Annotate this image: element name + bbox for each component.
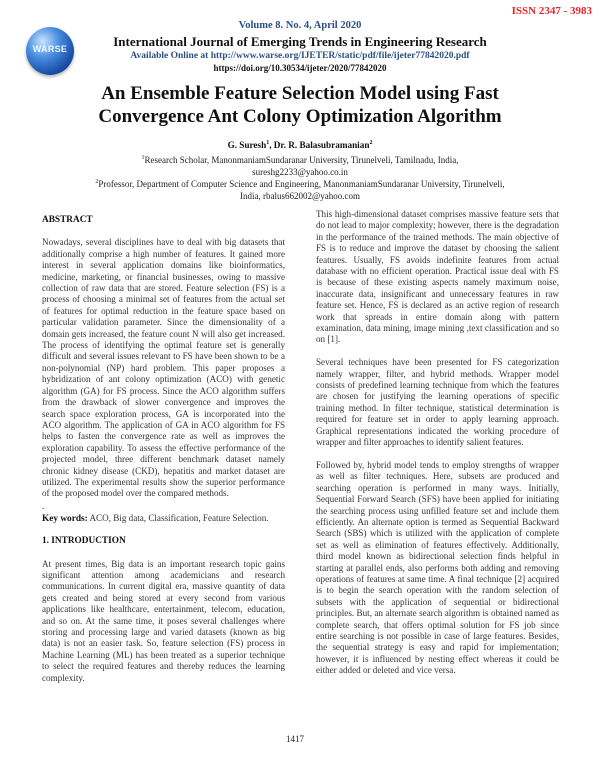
issn-label: ISSN 2347 - 3983 [511, 5, 592, 17]
abstract-heading: ABSTRACT [42, 215, 93, 225]
doi-link[interactable]: https://doi.org/10.30534/ijeter/2020/77842020 [213, 63, 387, 73]
title-line-1: An Ensemble Feature Selection Model using Fast [101, 83, 499, 104]
intro-paragraph-3: Several techniques have been presented for FS categorization namely wrapper, filter, and hybrid methods. Wrapper model consists of predefined learning technique from which the features are chosen for justifying the learning operations of specific training method. In filter technique, statistical determination is required for feature set in order to apply learning approach. Graphical representations indicated the working procedure of wrapper and filter approaches to identify salient features. [316, 357, 559, 448]
affiliation-1 [0, 152, 600, 178]
right-column [316, 209, 559, 677]
aff1-sup: 1 [141, 155, 145, 161]
abstract-body: Nowadays, several disciplines have to deal with big datasets that additionally comprise a high number of features. It gained more interest in several application domains like bioinformatics, medicine, marketing, or financial businesses, owing to massive collection of raw data that are stored. Feature selection (FS) is a process of choosing a minimal set of features from the actual set of features for optimal reduction in the feature space based on particular validation parameter. Since the dimensionality of a domain gets increased, the feature count N will also get increased. The process of identifying the optimal feature set is generally difficult and several issues relevant to FS have been shown to be a non-polynomial (NP) hard problem. This paper proposes a hybridization of ant colony optimization (ACO) with genetic algorithm (GA) for FS process. Since the ACO algorithm suffers from the drawback of slower convergence and improves the search space exploration process, GA is incorporated into the ACO algorithm. The application of GA in ACO algorithm for FS helps to fasten the convergence rate as well as improves the exploration capability. To assess the effective performance of the projected model, three different benchmark dataset namely chronic kidney disease (CKD), hepatitis and market dataset are utilized. The experimental results show the superior performance of the proposed model over the compared methods. [42, 237, 285, 499]
journal-volume: Volume 8. No. 4, April 2020 [238, 20, 362, 31]
intro-paragraph-2: This high-dimensional dataset comprises massive feature sets that do not lead to major complexity; however, there is the degradation in the performance of the trained methods. The main objective of FS is to reduce and improve the dataset by choosing the salient features. Usually, FS avoids indefinite features from actual database with no efficient operation. Practical issue deal with FS is because of these existing aspects namely maximum noise, inaccurate data, insignificant and unnecessary features in raw feature set. Hence, FS is declared as an active region of research work that spreads in entire domain along with pattern examination, data mining, image mining ,text classification and so on [1]. [316, 209, 559, 345]
author-2: Dr. R. Balasubramanian [273, 140, 370, 151]
author-2-sup: 2 [369, 140, 373, 146]
affiliation-2-text: Professor, Department of Computer Science and Engineering, ManonmaniamSundaranar University, Tirunelveli, [98, 179, 505, 189]
stray-dot: . [42, 500, 45, 511]
logo-text: WARSE [32, 44, 68, 54]
journal-url-link[interactable]: Available Online at http://www.warse.org/IJETER/static/pdf/file/ijeter77842020.pdf [130, 51, 470, 61]
title-line-2: Convergence Ant Colony Optimization Algorithm [98, 106, 502, 127]
keywords-label: Key words: [42, 513, 88, 524]
author-1: G. Suresh [227, 140, 267, 151]
introduction-heading: 1. INTRODUCTION [42, 536, 126, 547]
aff2-sup: 2 [95, 179, 99, 185]
authors: G. Suresh$^1$, Dr. R. Balasubramanian$^2$ [227, 140, 373, 151]
journal-name: International Journal of Emerging Trends in Engineering Research [113, 34, 487, 49]
affiliation-1-email: sureshg2233@yahoo.co.in [252, 167, 348, 177]
affiliation-2-email: India, rbalus662002@yahoo.com [239, 191, 360, 201]
affiliation-2 [0, 176, 600, 202]
author-1-sup: 1 [266, 140, 270, 146]
left-column [42, 215, 285, 684]
keywords: ACO, Big data, Classification, Feature Selection. [87, 512, 269, 523]
paper-title [0, 82, 600, 128]
intro-paragraph-1: At present times, Big data is an important research topic gains significant attention among academicians and research communications. In current digital era, massive quantity of data gets created and being stored at every second from various applications like healthcare, entertainment, telecom, education, and so on. At the same time, it poses several challenges where storing and processing large and varied datasets (known as big data) is not an easier task. So, feature selection (FS) process in Machine Learning (ML) has been treated as a superior technique to select the required features and thereby reduces the learning complexity. [42, 558, 285, 683]
page-number: 1417 [286, 734, 304, 744]
affiliation-1-text: Research Scholar, ManonmaniamSundaranar University, Tirunelveli, Tamilnadu, India, [144, 155, 459, 165]
intro-paragraph-4: Followed by, hybrid model tends to employ strengths of wrapper as well as filter techniques. Here, subsets are produced and searching operation is performed in many ways. Initially, Sequential Forward Search (SFS) have been applied for initiating the searching process using unfilled feature set and include them efficiently. An alternate option is termed as Sequential Backward Search (SBS) which is utilized with the application of complete set as well as elimination of features effectively. Additionally, third model known as bidirectional selection finds helpful in starting at parallel ends, also performs both adding and removing operations of features at same time. A final technique [2] acquired is to begin the search operation with the random selection of subsets with the application of sequential or bidirectional principles. But, an alternate search algorithm is obtained named as complete search, that offers optimal solution for FS job since entire searching is not possible in case of large features. Besides, the sequential strategy is easy and rapid for implementation; however, it is influenced by nesting effect whereas it could be either added or deleted and vice versa. [316, 459, 559, 676]
